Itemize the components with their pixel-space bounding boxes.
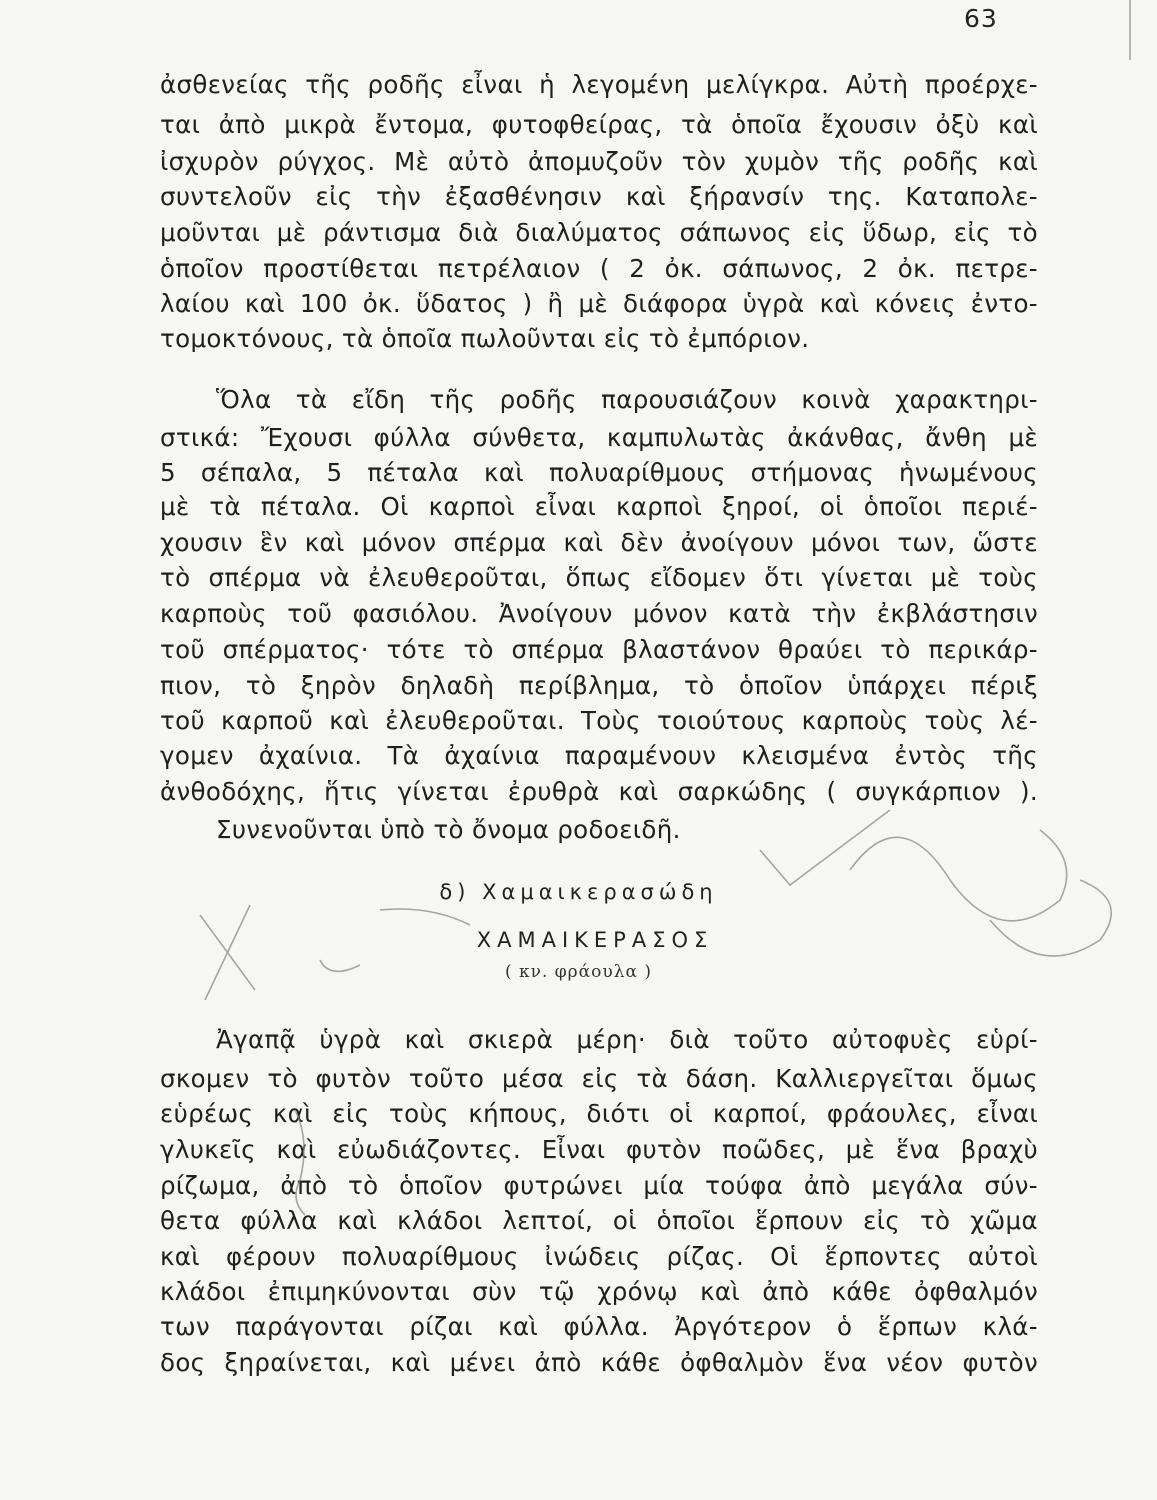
pencil-cross-mark (200, 905, 255, 1000)
text-line: λαίου καὶ 100 ὀκ. ὕδατος ) ἢ μὲ διάφορα ὑγρὰ καὶ κόνεις ἐντο- (160, 289, 1038, 318)
text-line: σκομεν τὸ φυτὸν τοῦτο μέσα εἰς τὰ δάση. Καλλιεργεῖται ὅμως (160, 1064, 1038, 1093)
text-line: ἰσχυρὸν ρύγχος. Μὲ αὐτὸ ἀπομυζοῦν τὸν χυμὸν τῆς ροδῆς καὶ (160, 147, 1038, 176)
text-line: τοῦ καρποῦ καὶ ἐλευθεροῦται. Τοὺς τοιούτους καρποὺς τοὺς λέ- (160, 706, 1038, 735)
text-line: κλάδοι ἐπιμηκύνονται σὺν τῷ χρόνῳ καὶ ἀπὸ κάθε ὀφθαλμόν (160, 1277, 1038, 1306)
pencil-stroke (380, 909, 470, 925)
text-line: στικά: Ἔχουσι φύλλα σύνθετα, καμπυλωτὰς ἀκάνθας, ἄνθη μὲ (160, 423, 1038, 452)
text-line: ρίζωμα, ἀπὸ τὸ ὁποῖον φυτρώνει μία τούφα ἀπὸ μεγάλα σύν- (160, 1171, 1038, 1200)
section-title: ΧΑΜΑΙΚΕΡΑΣΟΣ (476, 928, 714, 952)
text-line: χουσιν ἓν καὶ μόνον σπέρμα καὶ δὲν ἀνοίγουν μόνοι των, ὥστε (160, 528, 1038, 557)
text-line: θετα φύλλα καὶ κλάδοι λεπτοί, οἱ ὁποῖοι ἕρπουν εἰς τὸ χῶμα (160, 1206, 1038, 1235)
text-line: μοῦνται μὲ ράντισμα διὰ διαλύματος σάπωνος εἰς ὕδωρ, εἰς τὸ (160, 218, 1038, 247)
text-line: Ὅλα τὰ εἴδη τῆς ροδῆς παρουσιάζουν κοινὰ χαρακτηρι- (216, 385, 1038, 414)
text-line: Συνενοῦνται ὑπὸ τὸ ὄνομα ροδοειδῆ. (216, 815, 681, 844)
text-line: τὸ σπέρμα νὰ ἐλευθεροῦται, ὅπως εἴδομεν ὅτι γίνεται μὲ τοὺς (160, 563, 1038, 592)
text-line: συντελοῦν εἰς τὴν ἐξασθένησιν καὶ ξήρανσίν της. Καταπολε- (160, 182, 1038, 211)
text-line: τοῦ σπέρματος· τότε τὸ σπέρμα βλαστάνον θραύει τὸ περικάρ- (160, 635, 1038, 664)
text-line: των παράγονται ρίζαι καὶ φύλλα. Ἀργότερον ὁ ἕρπων κλά- (160, 1312, 1038, 1341)
text-line: τομοκτόνους, τὰ ὁποῖα πωλοῦνται εἰς τὸ ἐμπόριον. (160, 324, 810, 353)
text-line: πιον, τὸ ξηρὸν δηλαδὴ περίβλημα, τὸ ὁποῖον ὑπάρχει πέριξ (160, 671, 1038, 700)
text-line: 5 σέπαλα, 5 πέταλα καὶ πολυαρίθμους στήμονας ἡνωμένους (160, 458, 1038, 487)
text-line: ἀσθενείας τῆς ροδῆς εἶναι ἡ λεγομένη μελίγκρα. Αὐτὴ προέρχε- (160, 70, 1038, 99)
text-line: ται ἀπὸ μικρὰ ἔντομα, φυτοφθείρας, τὰ ὁποῖα ἔχουσιν ὀξὺ καὶ (160, 110, 1038, 139)
text-line: εὑρέως καὶ εἰς τοὺς κήπους, διότι οἱ καρποί, φράουλες, εἶναι (160, 1099, 1038, 1128)
section-label: δ) Χαμαικερασώδη (439, 880, 718, 904)
text-line: γλυκεῖς καὶ εὐωδιάζοντες. Εἶναι φυτὸν ποῶδες, μὲ ἕνα βραχὺ (160, 1135, 1038, 1164)
section-subtitle: ( κν. φράουλα ) (504, 962, 653, 982)
text-line: καὶ φέρουν πολυαρίθμους ἰνώδεις ρίζας. Οἱ ἕρποντες αὐτοὶ (160, 1242, 1038, 1271)
text-line: Ἀγαπᾷ ὑγρὰ καὶ σκιερὰ μέρη· διὰ τοῦτο αὐτοφυὲς εὑρί- (216, 1025, 1038, 1054)
text-line: δος ξηραίνεται, καὶ μένει ἀπὸ κάθε ὀφθαλμὸν ἕνα νέον φυτὸν (160, 1348, 1038, 1377)
text-line: ἀνθοδόχης, ἥτις γίνεται ἐρυθρὰ καὶ σαρκώδης ( συγκάρπιον ). (160, 777, 1038, 806)
text-line: καρποὺς τοῦ φασιόλου. Ἀνοίγουν μόνον κατὰ τὴν ἐκβλάστησιν (160, 599, 1038, 628)
text-line: ὁποῖον προστίθεται πετρέλαιον ( 2 ὀκ. σάπωνος, 2 ὀκ. πετρε- (160, 254, 1038, 283)
text-line: γομεν ἀχαίνια. Τὰ ἀχαίνια παραμένουν κλεισμένα ἐντὸς τῆς (160, 741, 1038, 770)
text-line: μὲ τὰ πέταλα. Οἱ καρποὶ εἶναι καρποὶ ξηροί, οἱ ὁποῖοι περιέ- (160, 492, 1038, 521)
page-number: 63 (964, 4, 998, 33)
